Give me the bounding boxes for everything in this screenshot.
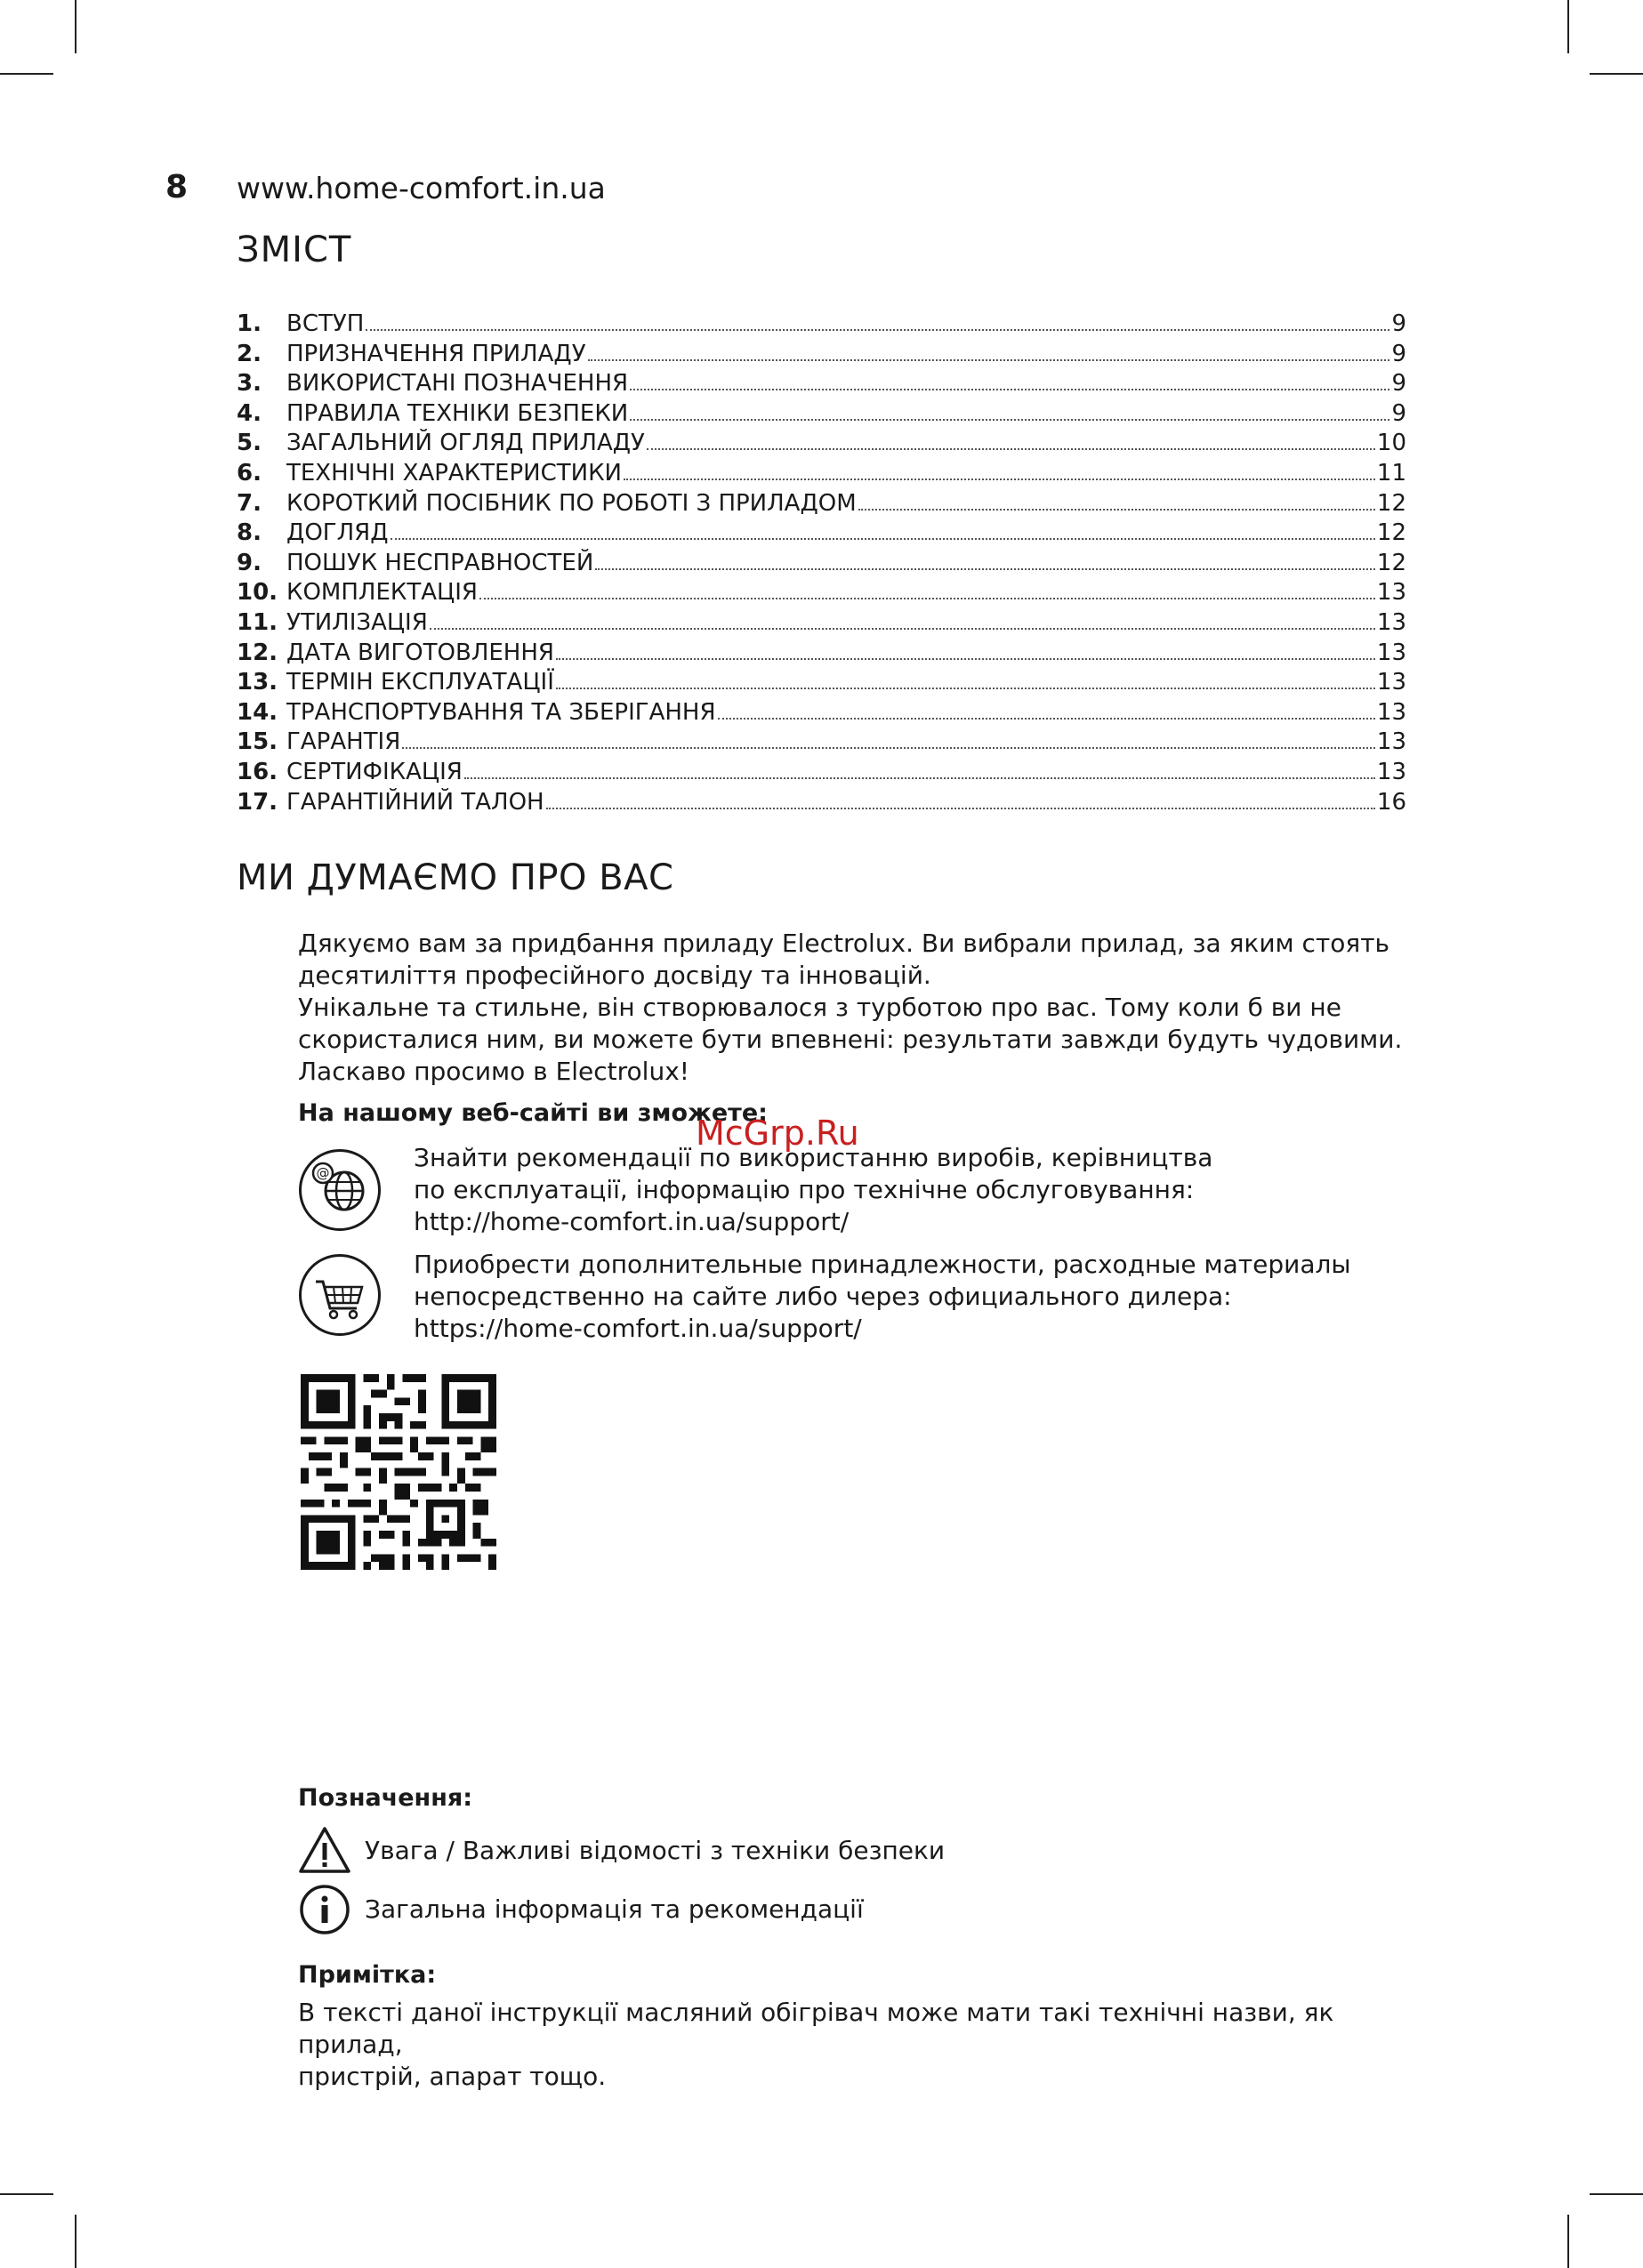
toc-page: 10 (1376, 430, 1406, 457)
toc-leader (718, 718, 1375, 720)
toc-item[interactable] (237, 340, 1406, 370)
section-title: МИ ДУМАЄМО ПРО ВАС (237, 857, 674, 898)
toc-number: 1. (237, 310, 262, 337)
toc-item[interactable] (237, 369, 1406, 399)
toc-leader (556, 688, 1375, 689)
toc-item[interactable] (237, 758, 1406, 788)
toc-page: 9 (1391, 340, 1406, 367)
toc-leader (556, 658, 1375, 660)
toc-leader (588, 359, 1390, 361)
toc-number: 11. (237, 608, 278, 636)
toc-number: 6. (237, 459, 262, 487)
note-text (298, 1997, 1410, 2093)
toc-item[interactable] (237, 728, 1406, 758)
toc-page: 13 (1376, 758, 1406, 785)
toc-page: 9 (1391, 310, 1406, 337)
toc-leader (630, 419, 1389, 421)
toc-page: 13 (1376, 579, 1406, 607)
legend-heading: Позначення: (298, 1784, 473, 1812)
toc-number: 13. (237, 669, 278, 696)
website-heading: На нашому веб-сайті ви зможете: (298, 1099, 768, 1127)
note-line: пристрій, апарат тощо. (298, 2062, 607, 2091)
toc-label: ТЕХНІЧНІ ХАРАКТЕРИСТИКИ (286, 459, 622, 487)
toc-number: 9. (237, 549, 262, 576)
toc-page: 13 (1376, 698, 1406, 726)
toc-item[interactable] (237, 608, 1406, 639)
toc-label: КОРОТКИЙ ПОСІБНИК ПО РОБОТІ З ПРИЛАДОМ (286, 489, 857, 517)
toc-number: 16. (237, 758, 278, 785)
toc-page: 13 (1376, 639, 1406, 666)
toc-item[interactable] (237, 549, 1406, 579)
toc-item[interactable] (237, 578, 1406, 608)
toc-page: 13 (1376, 669, 1406, 696)
intro-line: Унікальне та стильне, він створювалося з турботою про вас. Тому коли б ви не (298, 993, 1341, 1022)
toc-number: 17. (237, 788, 278, 816)
toc-number: 2. (237, 340, 262, 367)
toc-number: 3. (237, 370, 262, 398)
bullet-line: непосредственно на сайте либо через официального дилера: (414, 1282, 1232, 1311)
intro-line: десятиліття професійного досвіду та інновацій. (298, 961, 931, 990)
toc-leader (479, 598, 1375, 599)
toc-page: 13 (1376, 608, 1406, 636)
toc-item[interactable] (237, 788, 1406, 818)
intro-line: скористалися ним, ви можете бути впевнені: результати завжди будуть чудовими. (298, 1025, 1403, 1054)
toc-page: 12 (1376, 549, 1406, 576)
toc-page: 9 (1391, 399, 1406, 427)
toc-item[interactable] (237, 429, 1406, 459)
shopping-cart-icon (299, 1254, 381, 1336)
toc-item[interactable] (237, 668, 1406, 698)
toc-label: ДАТА ВИГОТОВЛЕННЯ (286, 639, 554, 666)
toc-label: ГАРАНТІЙНИЙ ТАЛОН (286, 788, 544, 816)
toc-leader (630, 389, 1389, 390)
info-circle-icon (298, 1884, 351, 1935)
toc-page: 13 (1376, 728, 1406, 756)
bullet-line: по експлуатації, інформацію про технічне обслуговування: (414, 1175, 1195, 1204)
toc-leader (430, 628, 1375, 630)
toc-label: ПРАВИЛА ТЕХНІКИ БЕЗПЕКИ (286, 399, 629, 427)
watermark: McGrp.Ru (696, 1114, 859, 1153)
toc-item[interactable] (237, 519, 1406, 549)
toc-label: ВСТУП (286, 310, 365, 337)
toc-page: 12 (1376, 489, 1406, 517)
legend-warning-text: Увага / Важливі відомості з техніки безпеки (365, 1836, 946, 1865)
site-url[interactable]: www.home-comfort.in.ua (237, 171, 606, 205)
toc-leader (595, 568, 1375, 570)
toc-label: ДОГЛЯД (286, 519, 389, 547)
toc-leader (391, 538, 1375, 540)
toc-page: 11 (1376, 459, 1406, 487)
toc-item[interactable] (237, 310, 1406, 340)
toc-leader (546, 808, 1375, 809)
bullet-support-info (414, 1142, 1481, 1238)
globe-at-icon (299, 1149, 381, 1231)
qr-code[interactable] (301, 1374, 496, 1570)
bullet-line: Приобрести дополнительные принадлежности, расходные материалы (414, 1250, 1351, 1279)
toc-label: УТИЛІЗАЦІЯ (286, 608, 428, 636)
toc-leader (647, 448, 1375, 450)
intro-text (298, 928, 1454, 1088)
toc-number: 15. (237, 728, 278, 756)
note-heading: Примітка: (298, 1961, 437, 1989)
crop-mark (0, 73, 53, 75)
page-number: 8 (165, 169, 189, 205)
toc-label: ТЕРМІН ЕКСПЛУАТАЦІЇ (286, 669, 554, 696)
bullet-link[interactable]: https://home-comfort.in.ua/support/ (414, 1314, 862, 1343)
crop-mark (75, 0, 77, 53)
toc-item[interactable] (237, 399, 1406, 430)
toc-label: ПОШУК НЕСПРАВНОСТЕЙ (286, 549, 594, 576)
toc-number: 4. (237, 399, 262, 427)
toc-leader (464, 777, 1375, 779)
crop-mark (1590, 73, 1643, 75)
bullet-accessories (414, 1249, 1481, 1345)
intro-line: Дякуємо вам за придбання приладу Electrolux. Ви вибрали прилад, за яким стоять (298, 929, 1390, 958)
toc-leader (366, 329, 1389, 331)
crop-mark (1590, 2193, 1643, 2195)
bullet-link[interactable]: http://home-comfort.in.ua/support/ (414, 1207, 850, 1236)
toc-leader (402, 747, 1375, 749)
toc-number: 5. (237, 430, 262, 457)
toc-label: ТРАНСПОРТУВАННЯ ТА ЗБЕРІГАННЯ (286, 698, 716, 726)
toc-page: 16 (1376, 788, 1406, 816)
crop-mark (75, 2215, 77, 2268)
toc-number: 7. (237, 489, 262, 517)
toc-number: 8. (237, 519, 262, 547)
toc-label: ЗАГАЛЬНИЙ ОГЛЯД ПРИЛАДУ (286, 430, 645, 457)
toc-number: 10. (237, 579, 278, 607)
crop-mark (1567, 2215, 1569, 2268)
svg-text:@: @ (316, 1165, 330, 1181)
toc-title: ЗМІСТ (237, 229, 352, 270)
toc-item[interactable] (237, 489, 1406, 519)
toc-label: ПРИЗНАЧЕННЯ ПРИЛАДУ (286, 340, 586, 367)
toc-label: СЕРТИФІКАЦІЯ (286, 758, 463, 785)
bullet-line: Знайти рекомендації по використанню виробів, керівництва (414, 1143, 1213, 1172)
toc-number: 14. (237, 698, 278, 726)
toc-item[interactable] (237, 698, 1406, 728)
toc-page: 9 (1391, 370, 1406, 398)
table-of-contents (237, 310, 1406, 817)
toc-leader (624, 479, 1375, 480)
toc-number: 12. (237, 639, 278, 666)
legend-info-text: Загальна інформація та рекомендації (365, 1894, 864, 1924)
toc-label: ВИКОРИСТАНІ ПОЗНАЧЕННЯ (286, 370, 629, 398)
toc-item[interactable] (237, 459, 1406, 489)
crop-mark (1567, 0, 1569, 53)
toc-page: 12 (1376, 519, 1406, 547)
toc-item[interactable] (237, 639, 1406, 669)
warning-triangle-icon (298, 1825, 351, 1875)
note-line: В тексті даної інструкції масляний обігрівач може мати такі технічні назви, як прилад, (298, 1998, 1334, 2059)
crop-mark (0, 2193, 53, 2195)
intro-line: Ласкаво просимо в Electrolux! (298, 1057, 689, 1086)
toc-label: ГАРАНТІЯ (286, 728, 401, 756)
toc-leader (858, 509, 1375, 511)
toc-label: КОМПЛЕКТАЦІЯ (286, 579, 478, 607)
